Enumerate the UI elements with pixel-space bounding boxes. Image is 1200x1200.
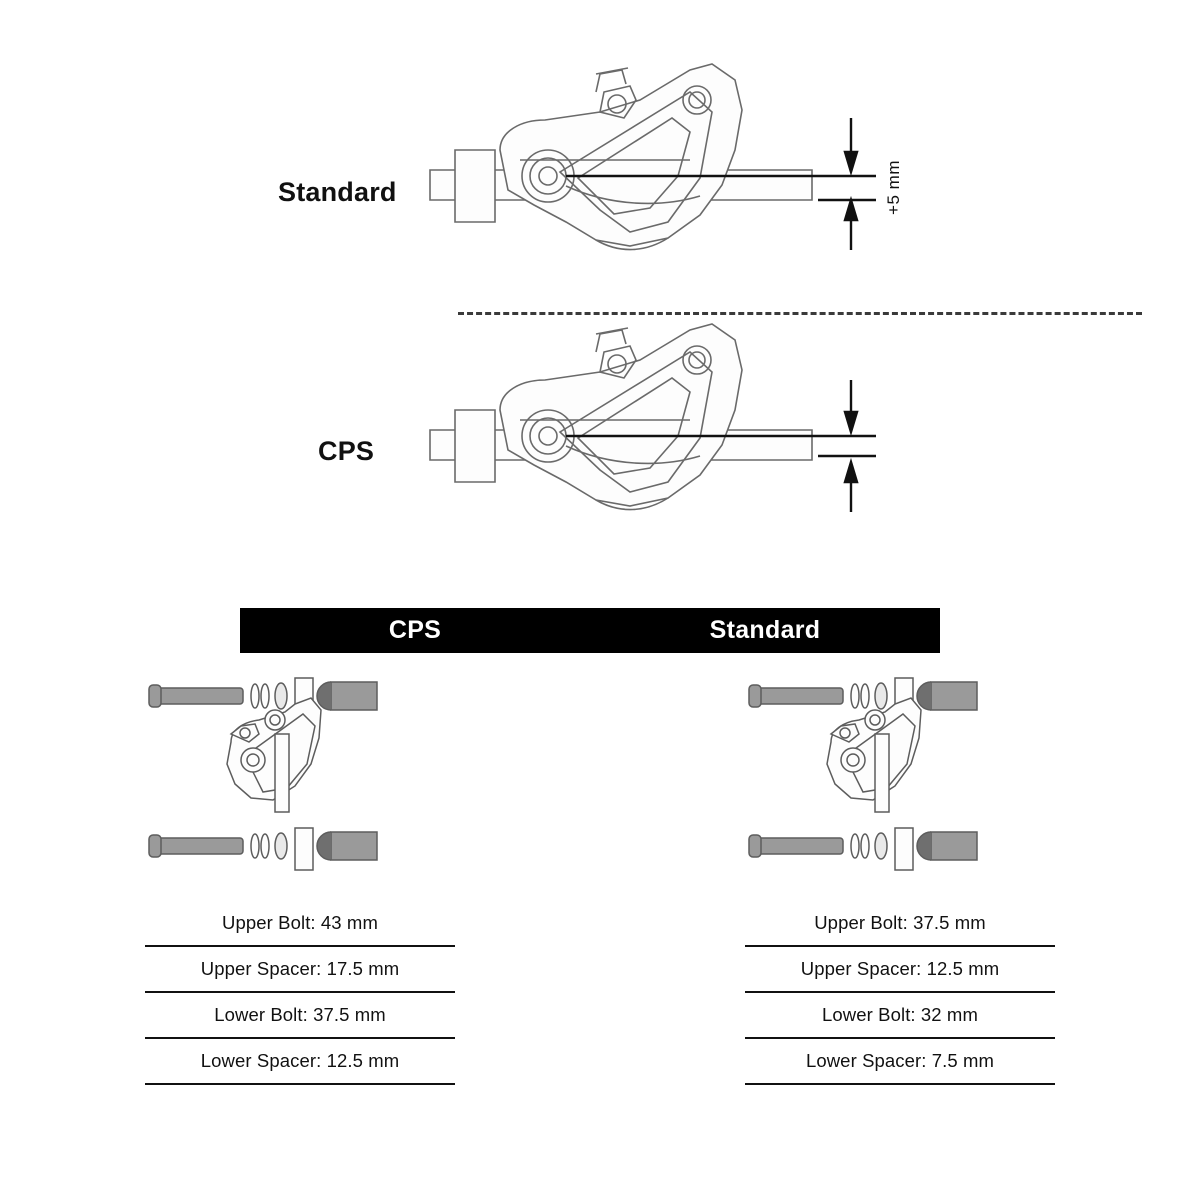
table-header-bar	[240, 608, 940, 653]
table-header-standard: Standard	[709, 616, 821, 644]
offset-dimension-label: +5 mm	[884, 160, 903, 215]
spec-row: Upper Spacer: 17.5 mm	[145, 947, 455, 993]
comparison-diagram	[0, 0, 1200, 580]
spec-row: Upper Bolt: 37.5 mm	[745, 901, 1055, 947]
cps-dimension-arrows	[0, 260, 1200, 560]
spec-row: Lower Bolt: 37.5 mm	[145, 993, 455, 1039]
table-header-cps: CPS	[388, 616, 442, 644]
table-columns	[0, 660, 1200, 1085]
spec-row: Lower Spacer: 12.5 mm	[145, 1039, 455, 1085]
cps-spec-list	[145, 901, 455, 1085]
spec-row: Upper Spacer: 12.5 mm	[745, 947, 1055, 993]
cps-column	[0, 660, 600, 1085]
standard-row-label: Standard	[278, 177, 397, 207]
spec-row: Upper Bolt: 43 mm	[145, 901, 455, 947]
standard-dimension-arrows	[0, 0, 1200, 300]
standard-spec-list	[745, 901, 1055, 1085]
spec-row: Lower Bolt: 32 mm	[745, 993, 1055, 1039]
cps-row-label: CPS	[318, 436, 375, 466]
spec-row: Lower Spacer: 7.5 mm	[745, 1039, 1055, 1085]
cps-hardware-figure	[135, 660, 465, 895]
standard-hardware-figure	[735, 660, 1065, 895]
standard-column	[600, 660, 1200, 1085]
